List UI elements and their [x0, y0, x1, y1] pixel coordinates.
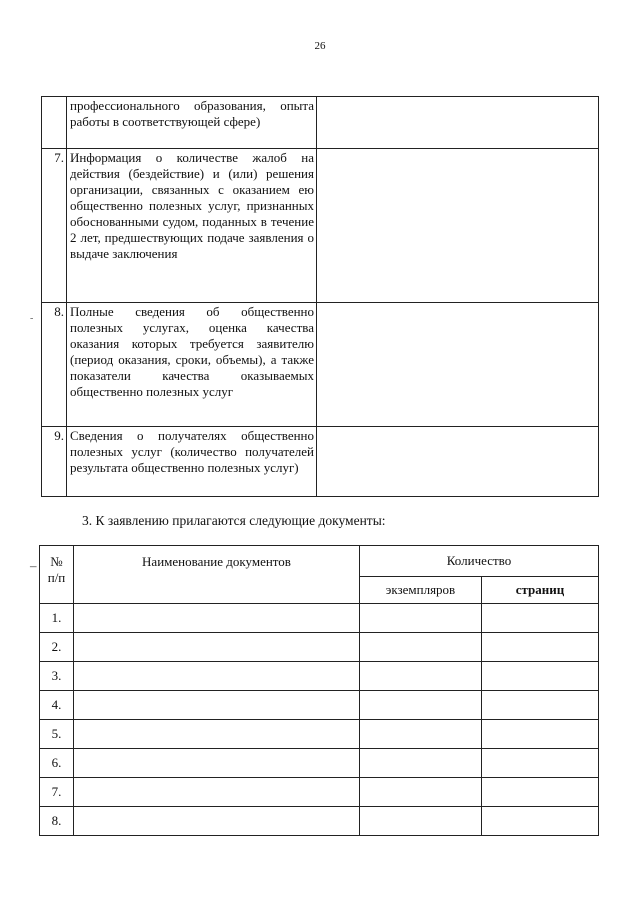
- document-name-cell: [74, 807, 360, 836]
- table-header-row: [40, 546, 599, 577]
- pages-cell: [482, 749, 599, 778]
- copies-cell: [360, 807, 482, 836]
- table-row: [40, 749, 599, 778]
- row-number: 8.: [40, 807, 74, 836]
- header-number-label: № п/п: [47, 554, 66, 585]
- header-number: [40, 546, 74, 604]
- row-description: Полные сведения об общественно полезных услугах, оценка качества оказания которых требуется заявителю (период оказания, сроки, объемы), а также показатели качества оказываемых общественно полезных услуг: [67, 303, 317, 427]
- document-name-cell: [74, 749, 360, 778]
- copies-cell: [360, 662, 482, 691]
- row-number: 7.: [40, 778, 74, 807]
- header-quantity: Количество: [360, 546, 599, 577]
- document-name-cell: [74, 691, 360, 720]
- row-value-cell: [317, 427, 599, 497]
- row-number: 3.: [40, 662, 74, 691]
- copies-cell: [360, 633, 482, 662]
- copies-cell: [360, 720, 482, 749]
- copies-cell: [360, 778, 482, 807]
- margin-mark: –: [30, 558, 37, 573]
- header-document-name: Наименование документов: [74, 546, 360, 604]
- copies-cell: [360, 691, 482, 720]
- row-number: 6.: [40, 749, 74, 778]
- document-name-cell: [74, 604, 360, 633]
- row-number: [42, 97, 67, 149]
- page-number: 26: [314, 40, 326, 52]
- row-description: профессионального образования, опыта работы в соответствующей сфере): [67, 97, 317, 149]
- pages-cell: [482, 778, 599, 807]
- info-table: [41, 96, 599, 497]
- pages-cell: [482, 633, 599, 662]
- table-row: [40, 604, 599, 633]
- pages-cell: [482, 807, 599, 836]
- row-number: 1.: [40, 604, 74, 633]
- document-name-cell: [74, 720, 360, 749]
- table-row: [42, 149, 599, 303]
- row-value-cell: [317, 149, 599, 303]
- document-name-cell: [74, 662, 360, 691]
- table-row: [40, 691, 599, 720]
- pages-cell: [482, 720, 599, 749]
- documents-intro: 3. К заявлению прилагаются следующие документы:: [82, 513, 386, 528]
- table-row: [40, 807, 599, 836]
- table-row: [40, 778, 599, 807]
- pages-cell: [482, 604, 599, 633]
- table-row: [42, 303, 599, 427]
- row-value-cell: [317, 303, 599, 427]
- table-row: [40, 633, 599, 662]
- header-pages: страниц: [482, 577, 599, 604]
- row-number: 4.: [40, 691, 74, 720]
- row-description: Сведения о получателях общественно полезных услуг (количество получателей результата общественно полезных услуг): [67, 427, 317, 497]
- row-number: 7.: [42, 149, 67, 303]
- copies-cell: [360, 604, 482, 633]
- pages-cell: [482, 691, 599, 720]
- row-number: 9.: [42, 427, 67, 497]
- table-row: [42, 427, 599, 497]
- table-row: [40, 662, 599, 691]
- copies-cell: [360, 749, 482, 778]
- document-name-cell: [74, 778, 360, 807]
- table-row: [42, 97, 599, 149]
- pages-cell: [482, 662, 599, 691]
- document-name-cell: [74, 633, 360, 662]
- row-value-cell: [317, 97, 599, 149]
- documents-table: [39, 545, 599, 836]
- row-number: 2.: [40, 633, 74, 662]
- row-number: 8.: [42, 303, 67, 427]
- table-row: [40, 720, 599, 749]
- header-copies: экземпляров: [360, 577, 482, 604]
- row-number: 5.: [40, 720, 74, 749]
- margin-mark: -: [30, 313, 34, 324]
- row-description: Информация о количестве жалоб на действия (бездействие) и (или) решения организации, связанных с оказанием ею общественно полезных услуг, признанных обоснованными судом, поданных в течение 2 лет, предшествующих подаче заявления о выдаче заключения: [67, 149, 317, 303]
